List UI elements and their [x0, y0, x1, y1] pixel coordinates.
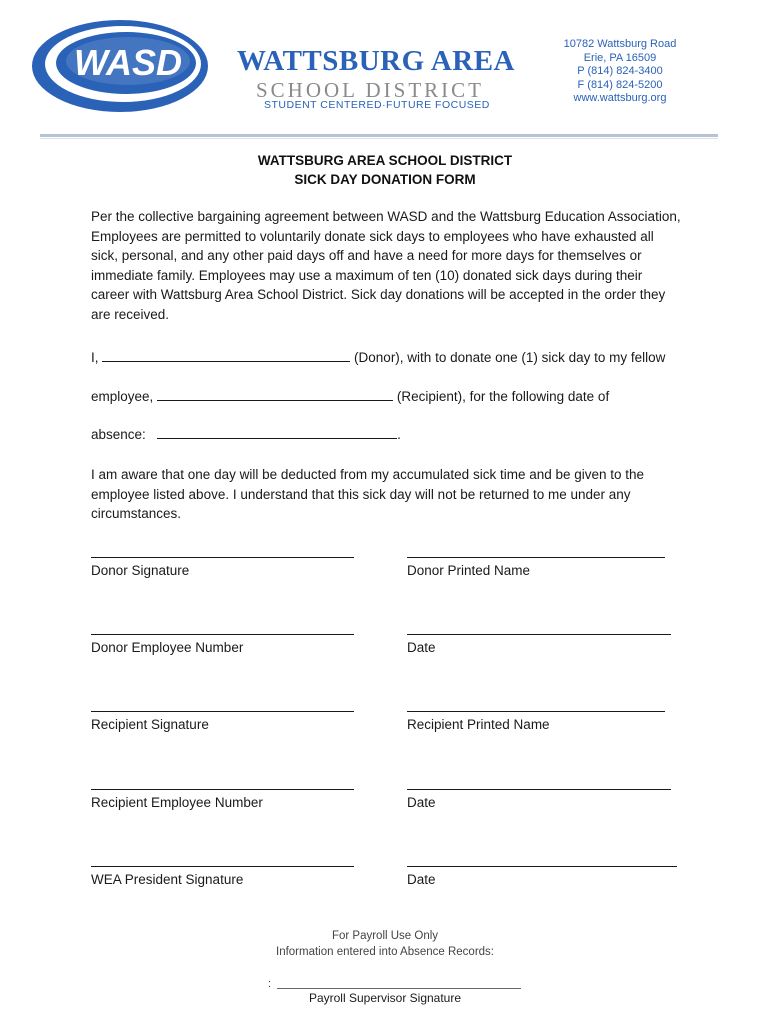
donor-employee-number-line[interactable]	[91, 634, 354, 635]
wea-president-signature-label: WEA President Signature	[91, 872, 244, 887]
address-phone: P (814) 824-3400	[577, 65, 663, 77]
donor-signature-label: Donor Signature	[91, 563, 190, 578]
district-name: WATTSBURG AREA	[237, 45, 515, 77]
recipient-name-field[interactable]	[157, 389, 393, 401]
wasd-oval-emblem	[28, 14, 228, 124]
payroll-note: Information entered into Absence Records:	[276, 946, 494, 958]
logo-mark-text: WASD	[74, 42, 182, 83]
payroll-colon: :	[268, 978, 272, 990]
district-subtitle: SCHOOL DISTRICT	[256, 78, 484, 102]
recipient-printed-name-label: Recipient Printed Name	[407, 717, 550, 732]
wea-president-signature-line[interactable]	[91, 866, 354, 867]
recipient-date-line[interactable]	[407, 789, 671, 790]
donor-employee-number-label: Donor Employee Number	[91, 640, 244, 655]
absence-date-field[interactable]	[157, 427, 397, 439]
donor-date-label: Date	[407, 640, 436, 655]
header-divider	[40, 134, 718, 137]
recipient-employee-number-line[interactable]	[91, 789, 354, 790]
district-tagline: STUDENT CENTERED·FUTURE FOCUSED	[264, 99, 490, 111]
address-fax: F (814) 824-5200	[577, 78, 663, 91]
donor-suffix: (Donor), with to donate one (1) sick day to my fellow	[354, 350, 666, 365]
recipient-signature-label: Recipient Signature	[91, 717, 209, 732]
recipient-statement	[91, 389, 711, 404]
absence-suffix: .	[397, 427, 401, 442]
address-website: www.wattsburg.org	[573, 92, 667, 104]
address-street: 10782 Wattsburg Road	[563, 38, 677, 50]
donor-date-line[interactable]	[407, 634, 671, 635]
payroll-heading: For Payroll Use Only	[331, 930, 439, 942]
form-title-line1: WATTSBURG AREA SCHOOL DISTRICT	[257, 153, 513, 168]
donor-printed-name-line[interactable]	[407, 557, 665, 558]
donor-prefix: I,	[91, 350, 99, 365]
recipient-date-label: Date	[407, 795, 436, 810]
acknowledgement-paragraph: I am aware that one day will be deducted from my accumulated sick time and be given to the employee listed above. I understand that this sick day will not be returned to me under any circumstances.	[91, 467, 645, 522]
recipient-employee-number-label: Recipient Employee Number	[91, 795, 263, 810]
recipient-suffix: (Recipient), for the following date of	[396, 389, 610, 404]
donor-name-field[interactable]	[102, 350, 350, 362]
donor-signature-line[interactable]	[91, 557, 354, 558]
form-title-line2: SICK DAY DONATION FORM	[294, 172, 476, 187]
absence-prefix: absence:	[91, 427, 146, 442]
recipient-prefix: employee,	[91, 389, 154, 404]
payroll-supervisor-signature-label: Payroll Supervisor Signature	[308, 991, 462, 1005]
address-city: Erie, PA 16509	[583, 51, 657, 64]
donor-statement	[91, 350, 711, 365]
donor-printed-name-label: Donor Printed Name	[407, 563, 531, 578]
recipient-printed-name-line[interactable]	[407, 711, 665, 712]
district-logo	[28, 14, 515, 124]
district-address	[545, 38, 695, 106]
intro-paragraph: Per the collective bargaining agreement between WASD and the Wattsburg Education Association, Employees are permitted to voluntarily donate sick days to employees who have exhausted all sick, personal, and any other paid days off and have a need for more days for themselves or immediate family. Employees may use a maximum of ten (10) donated sick days during their career with Wattsburg Area School District. Sick day donations will be accepted in the order they are received.	[91, 209, 681, 322]
header-divider-shadow	[40, 138, 718, 139]
wea-date-label: Date	[407, 872, 436, 887]
absence-statement	[91, 427, 711, 442]
recipient-signature-line[interactable]	[91, 711, 354, 712]
wea-date-line[interactable]	[407, 866, 677, 867]
payroll-supervisor-signature-line[interactable]	[277, 988, 521, 989]
